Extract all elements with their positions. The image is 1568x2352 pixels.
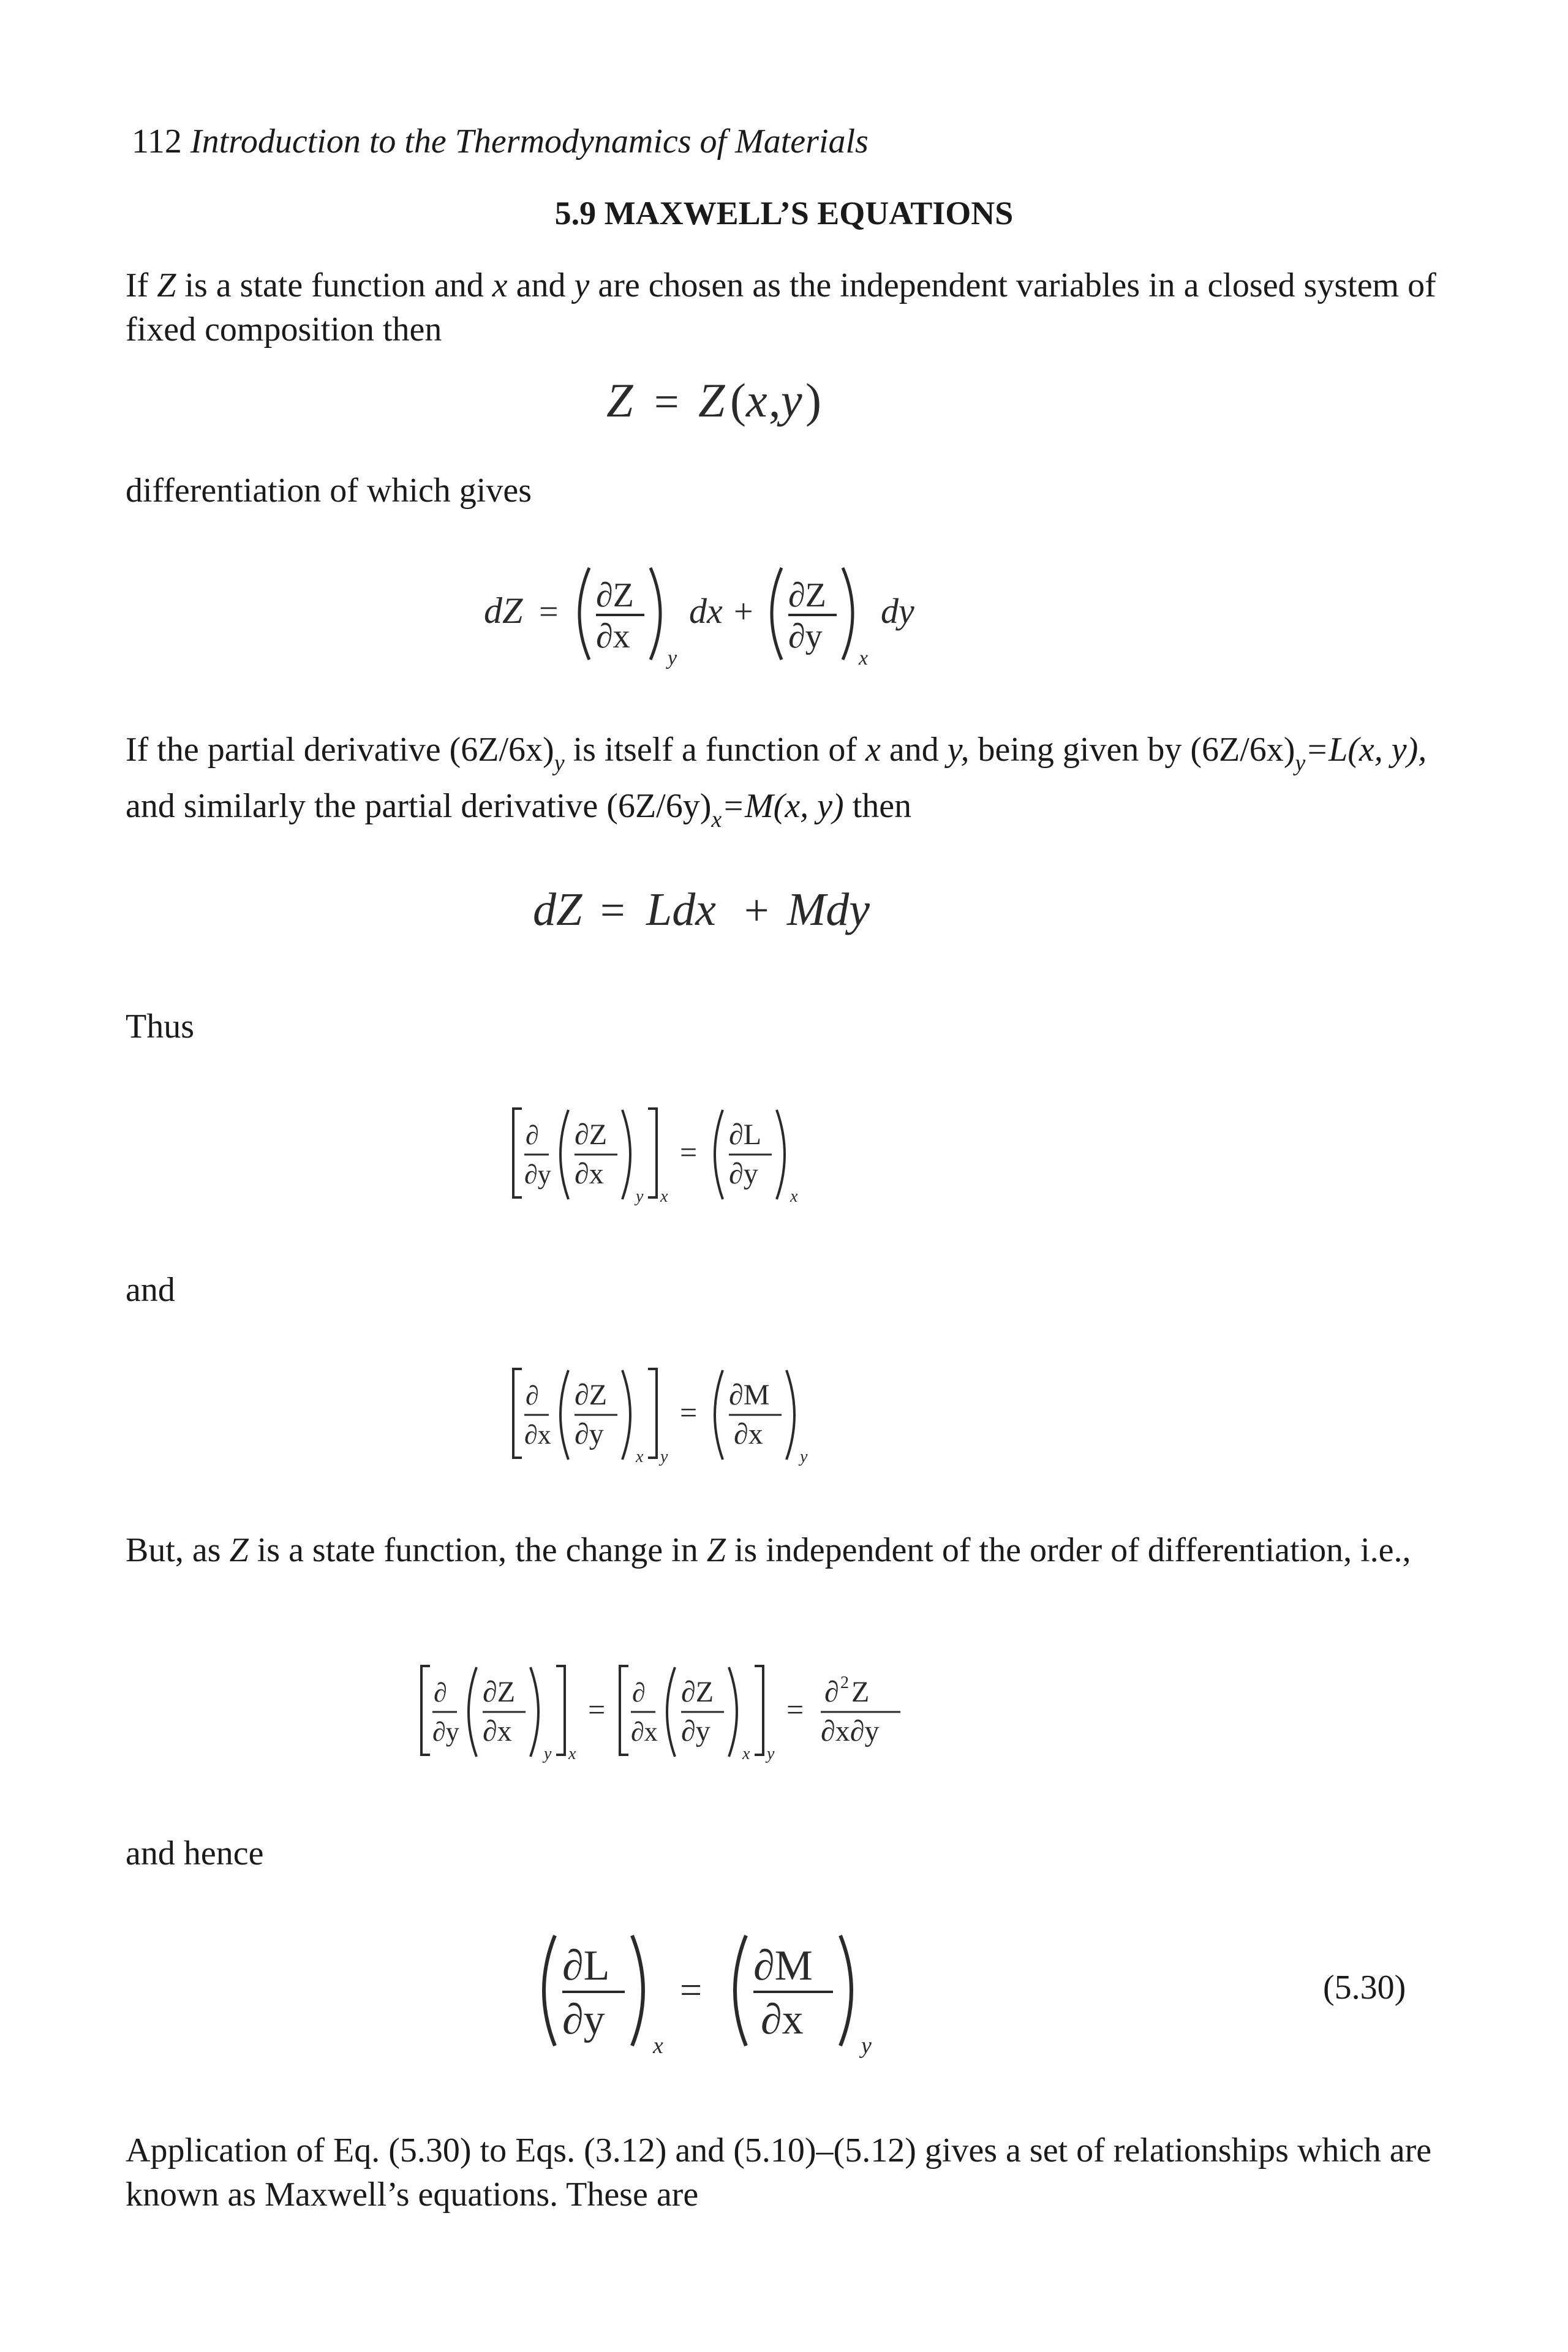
math-token: ∂Z [575, 1379, 608, 1411]
math-token: + [744, 886, 769, 935]
bracket-right [556, 1666, 565, 1755]
paren-left [715, 1110, 723, 1199]
math-token: dx [689, 591, 723, 631]
paren-left [544, 1936, 555, 2046]
paragraph-and-hence: and hence [126, 1834, 264, 1872]
text-run: and [507, 266, 575, 304]
math-token: y [660, 1447, 668, 1466]
math-token: ∂Z [596, 576, 634, 614]
equation-state-function [606, 374, 864, 429]
paragraph-differentiation: differentiation of which gives [126, 472, 532, 510]
math-token: ∂Z [483, 1676, 516, 1708]
math-token: ∂ [824, 1676, 839, 1708]
math-token: ) [805, 374, 821, 427]
math-token: ∂ [434, 1678, 447, 1708]
math-token: = [539, 593, 559, 631]
text-run: If [126, 266, 157, 304]
paragraph-intro [126, 263, 1461, 352]
math-token: ∂y [788, 617, 823, 655]
text-run: is itself a function of [564, 731, 866, 769]
paren-left [772, 568, 782, 660]
paren-left [735, 1936, 746, 2046]
math-derivative: (6Z/6x) [1190, 731, 1295, 769]
paren-right [777, 1110, 785, 1199]
bracket-left [620, 1666, 628, 1755]
paren-right [840, 1936, 851, 2046]
math-token: ∂y [575, 1418, 604, 1450]
math-token: , [769, 374, 781, 427]
math-expression: =M(x, y) [722, 787, 844, 825]
text-run: is independent of the order of differentiation, i.e., [725, 1531, 1411, 1569]
math-token: x [742, 1744, 750, 1763]
equation-number: (5.30) [1323, 1969, 1406, 2007]
math-var: x [865, 731, 881, 769]
equation-mixed-partial-m [508, 1357, 900, 1473]
math-token: = [600, 886, 625, 935]
math-token: y [668, 647, 677, 669]
math-token: ∂L [729, 1118, 762, 1151]
book-title: Introduction to the Thermodynamics of Materials [190, 123, 869, 160]
paren-right [530, 1667, 538, 1757]
math-token: x [653, 2033, 663, 2059]
math-token: Z [698, 374, 725, 427]
math-token: ∂L [562, 1942, 610, 1989]
math-token: ∂ [526, 1381, 539, 1411]
math-token: x [568, 1744, 576, 1763]
paren-right [632, 1936, 643, 2046]
math-token: x [660, 1187, 668, 1206]
math-token: + [734, 593, 753, 631]
math-token: Z [606, 374, 633, 427]
math-token: ∂x [575, 1158, 604, 1190]
math-token: ∂Z [788, 576, 826, 614]
math-token: ∂y [729, 1158, 758, 1190]
math-token: x [636, 1447, 644, 1466]
page-number: 112 [132, 123, 182, 160]
math-token: = [680, 1395, 698, 1430]
paren-left [469, 1667, 477, 1757]
text-run: is a state function and [176, 266, 492, 304]
math-token: = [588, 1692, 606, 1727]
math-token: dy [881, 591, 914, 631]
math-token: ∂ [526, 1120, 539, 1150]
text-run: being given by [969, 731, 1191, 769]
paragraph-and: and [126, 1271, 175, 1309]
paren-right [786, 1370, 794, 1460]
paren-right [650, 568, 660, 660]
math-var: x [492, 266, 508, 304]
equation-5-30 [533, 1923, 962, 2064]
paren-right [729, 1667, 737, 1757]
math-token: ∂x∂y [821, 1715, 880, 1747]
math-token: dZ [484, 590, 523, 631]
equation-ldx-mdy [533, 882, 925, 937]
math-token: y [800, 1447, 808, 1466]
math-token: x [790, 1187, 798, 1206]
paren-left [667, 1667, 675, 1757]
paren-right [622, 1110, 630, 1199]
math-token: = [786, 1692, 804, 1727]
math-token: = [680, 1135, 698, 1169]
math-var: Z [229, 1531, 249, 1569]
math-token: ∂Z [575, 1118, 608, 1151]
math-token: y [636, 1187, 644, 1206]
math-token: = [654, 377, 679, 426]
running-head [132, 120, 869, 163]
math-token: ∂x [734, 1418, 763, 1450]
text-run: are chosen as the independent variables in a closed system of fixed composition then [126, 266, 1436, 349]
paren-left [560, 1370, 568, 1460]
paren-left [715, 1370, 723, 1460]
bracket-left [513, 1369, 522, 1458]
equation-mixed-partial-l [508, 1096, 900, 1213]
text-run: If the partial derivative [126, 731, 450, 769]
text-run: But, as [126, 1531, 230, 1569]
math-var: Z [157, 266, 176, 304]
paragraph-partial-derivatives [126, 722, 1461, 834]
math-var: Z [706, 1531, 726, 1569]
equation-order-independence [417, 1654, 1029, 1770]
paragraph-state-function-order [126, 1528, 1461, 1572]
math-var: y, [947, 731, 970, 769]
text-run: and similarly the partial derivative [126, 787, 607, 825]
math-token: Mdy [787, 884, 870, 935]
math-token: x [859, 647, 869, 669]
math-token: ∂x [596, 617, 630, 655]
math-token: ∂y [524, 1159, 551, 1189]
math-token: ∂M [753, 1942, 813, 1989]
math-expression: =L(x, y), [1305, 731, 1427, 769]
math-token: y [767, 1744, 775, 1763]
math-subscript: y [554, 750, 565, 776]
paragraph-thus: Thus [126, 1008, 194, 1046]
paragraph-application: Application of Eq. (5.30) to Eqs. (3.12) and (5.10)–(5.12) gives a set of relationships which are known as Maxwell’s equations. These are [126, 2132, 1432, 2214]
math-token: ∂y [562, 1996, 605, 2043]
bracket-left [513, 1109, 522, 1197]
paren-left [560, 1110, 568, 1199]
text-run: then [843, 787, 912, 825]
math-derivative: (6Z/6x) [449, 731, 554, 769]
bracket-right [648, 1369, 657, 1458]
math-var: y [574, 266, 590, 304]
equation-total-differential [484, 554, 974, 677]
math-subscript: y [1295, 750, 1306, 776]
math-token: ∂x [761, 1996, 804, 2043]
math-token: Ldx [646, 884, 716, 935]
math-token: = [680, 1968, 703, 2011]
text-run: and [880, 731, 948, 769]
math-subscript: x [711, 807, 722, 832]
math-token: x [746, 374, 767, 427]
bracket-right [755, 1666, 763, 1755]
math-token: ∂y [432, 1717, 459, 1747]
section-heading: 5.9 MAXWELL’S EQUATIONS [554, 195, 1014, 232]
math-token: ∂Z [681, 1676, 714, 1708]
paren-left [579, 568, 589, 660]
math-token: ∂x [483, 1715, 512, 1747]
math-token: ∂M [729, 1379, 770, 1411]
math-token: Z [851, 1676, 870, 1708]
math-token: ( [730, 374, 746, 427]
math-token: ∂x [524, 1420, 551, 1450]
text-run: is a state function, the change in [248, 1531, 707, 1569]
math-token: ∂y [681, 1715, 710, 1747]
math-token: y [861, 2033, 872, 2059]
math-token: y [781, 374, 802, 427]
math-token: dZ [533, 884, 582, 935]
paren-right [622, 1370, 630, 1460]
bracket-left [421, 1666, 430, 1755]
math-derivative: (6Z/6y) [606, 787, 712, 825]
math-token: ∂ [632, 1678, 646, 1708]
math-token: 2 [840, 1673, 849, 1692]
bracket-right [648, 1109, 657, 1197]
paren-right [843, 568, 853, 660]
math-token: ∂x [631, 1717, 658, 1747]
math-token: y [544, 1744, 552, 1763]
